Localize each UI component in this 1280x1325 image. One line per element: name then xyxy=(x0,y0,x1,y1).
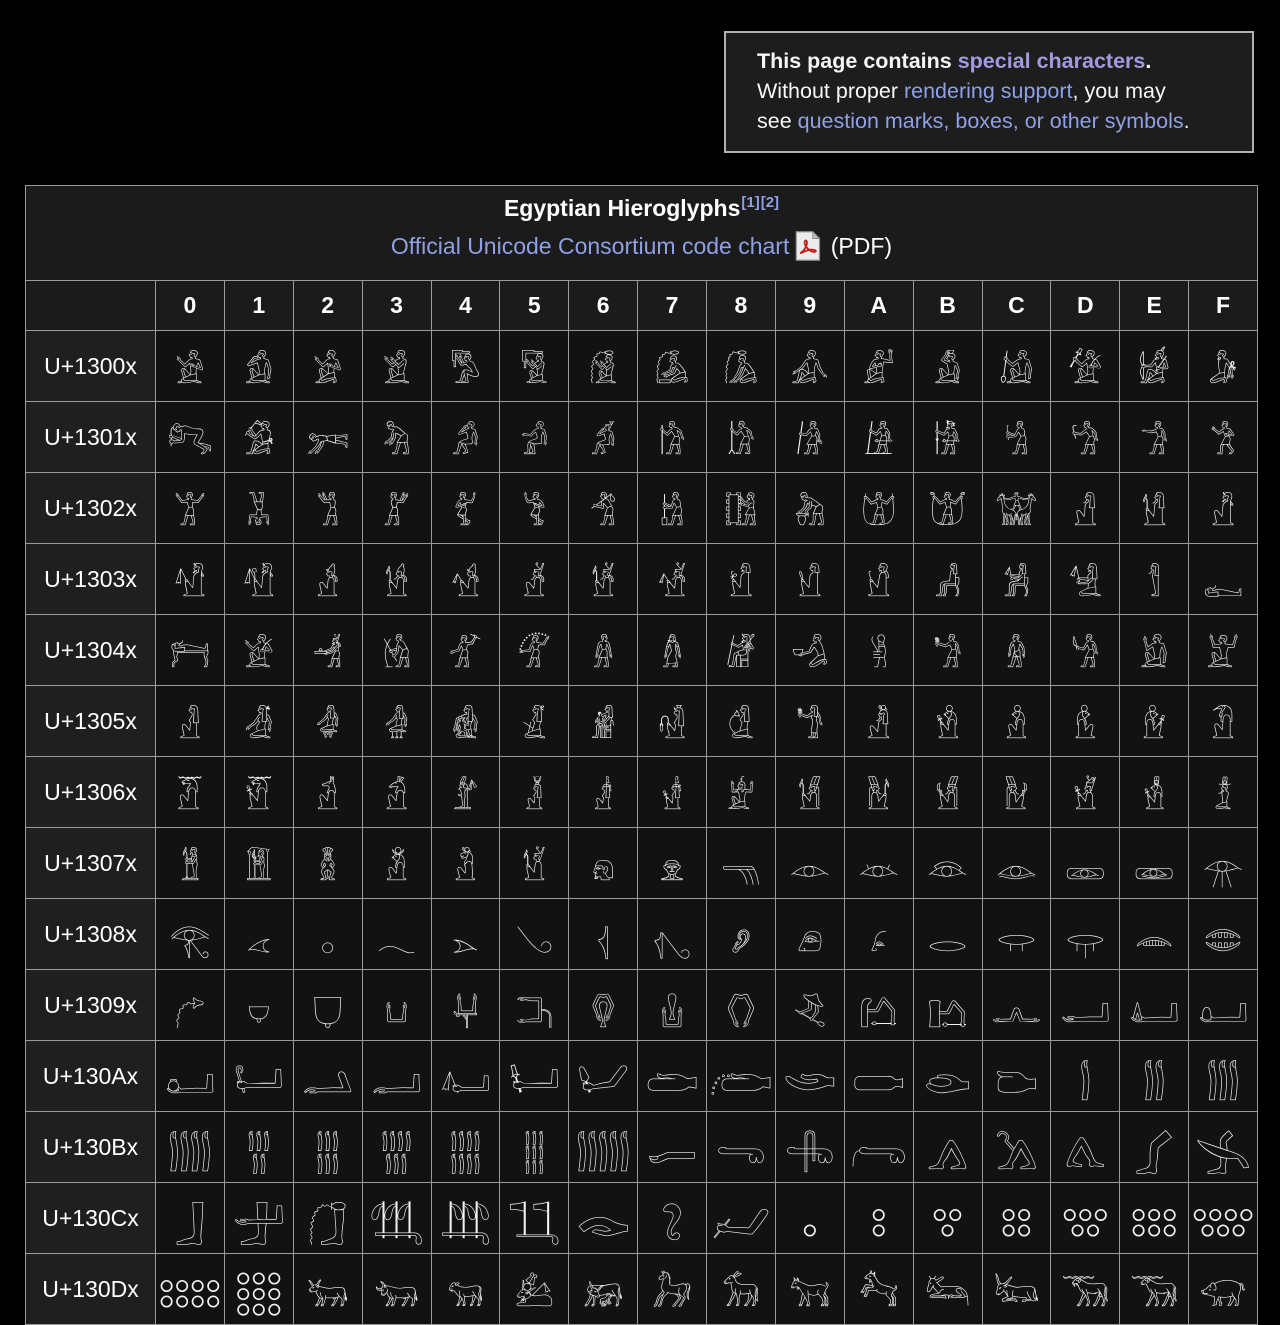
glyph-cell: 𓁭 xyxy=(1051,757,1120,828)
glyph-cell: 𓁿 xyxy=(1189,828,1258,899)
column-header: D xyxy=(1051,281,1120,331)
glyph-cell: 𓁄 xyxy=(431,615,500,686)
glyph-cell: 𓃗 xyxy=(638,1254,707,1325)
glyph-cell: 𓁗 xyxy=(638,686,707,757)
glyph-cell: 𓂌 xyxy=(982,899,1051,970)
glyph-cell: 𓀏 xyxy=(1189,331,1258,402)
glyph-cell: 𓀴 xyxy=(431,544,500,615)
glyph-cell: 𓀔 xyxy=(431,402,500,473)
glyph-cell: 𓂈 xyxy=(707,899,776,970)
glyph-cell: 𓁬 xyxy=(982,757,1051,828)
glyph-cell: 𓀯 xyxy=(1189,473,1258,544)
glyph-cell: 𓀻 xyxy=(913,544,982,615)
glyph-cell: 𓁈 xyxy=(707,615,776,686)
glyph-cell: 𓁚 xyxy=(844,686,913,757)
column-header: E xyxy=(1120,281,1189,331)
glyph-cell: 𓁱 xyxy=(224,828,293,899)
glyph-cell: 𓂨 xyxy=(707,1041,776,1112)
glyph-cell: 𓂙 xyxy=(775,970,844,1041)
glyph-cell: 𓁎 xyxy=(1120,615,1189,686)
glyph-cell: 𓂁 xyxy=(224,899,293,970)
glyph-cell: 𓁨 xyxy=(707,757,776,828)
glyph-cell: 𓂫 xyxy=(913,1041,982,1112)
glyph-cell: 𓂭 xyxy=(1051,1041,1120,1112)
glyph-cell: 𓂔 xyxy=(431,970,500,1041)
glyph-cell: 𓀚 xyxy=(844,402,913,473)
glyph-cell: 𓂼 xyxy=(982,1112,1051,1183)
glyph-cell: 𓃏 xyxy=(1189,1183,1258,1254)
glyph-cell: 𓁘 xyxy=(707,686,776,757)
glyph-cell: 𓀇 xyxy=(638,331,707,402)
glyph-cell: 𓀬 xyxy=(982,473,1051,544)
footnote-2-link[interactable]: [2] xyxy=(760,194,780,212)
glyph-cell: 𓂟 xyxy=(1189,970,1258,1041)
glyph-cell: 𓂵 xyxy=(500,1112,569,1183)
footnote-1-link[interactable]: [1] xyxy=(741,194,760,212)
glyph-cell: 𓀝 xyxy=(1051,402,1120,473)
glyph-cell: 𓁻 xyxy=(913,828,982,899)
glyph-cell: 𓃖 xyxy=(569,1254,638,1325)
glyph-cell: 𓁜 xyxy=(982,686,1051,757)
glyph-cell: 𓀌 xyxy=(982,331,1051,402)
row-header: U+130Dx xyxy=(26,1254,156,1325)
glyph-cell: 𓀁 xyxy=(224,331,293,402)
glyph-cell: 𓀨 xyxy=(707,473,776,544)
glyph-cell: 𓂹 xyxy=(775,1112,844,1183)
glyph-cell: 𓂏 xyxy=(1189,899,1258,970)
glyph-cell: 𓁫 xyxy=(913,757,982,828)
glyph-cell: 𓃆 xyxy=(569,1183,638,1254)
glyph-cell: 𓀼 xyxy=(982,544,1051,615)
glyph-cell: 𓂎 xyxy=(1120,899,1189,970)
row-header: U+130Bx xyxy=(26,1112,156,1183)
notice-text-3: , you may xyxy=(1072,79,1166,103)
glyph-cell: 𓁂 xyxy=(293,615,362,686)
glyph-cell: 𓃊 xyxy=(844,1183,913,1254)
glyph-cell: 𓂗 xyxy=(638,970,707,1041)
glyph-cell: 𓂣 xyxy=(362,1041,431,1112)
glyph-cell: 𓀪 xyxy=(844,473,913,544)
glyph-cell: 𓂤 xyxy=(431,1041,500,1112)
pdf-icon[interactable] xyxy=(794,231,821,267)
notice-text-4: see xyxy=(757,109,798,133)
glyph-cell: 𓁕 xyxy=(500,686,569,757)
glyph-cell: 𓀆 xyxy=(569,331,638,402)
glyph-cell: 𓁐 xyxy=(156,686,225,757)
glyph-cell: 𓀷 xyxy=(638,544,707,615)
glyph-cell: 𓁣 xyxy=(362,757,431,828)
glyph-cell: 𓂀 xyxy=(156,899,225,970)
glyph-cell: 𓁯 xyxy=(1189,757,1258,828)
glyph-cell: 𓂯 xyxy=(1189,1041,1258,1112)
glyph-cell: 𓁾 xyxy=(1120,828,1189,899)
chart-row xyxy=(26,331,1258,402)
glyph-cell: 𓂸 xyxy=(707,1112,776,1183)
glyph-cell: 𓃋 xyxy=(913,1183,982,1254)
glyph-cell: 𓁦 xyxy=(569,757,638,828)
unicode-chart-table xyxy=(25,185,1258,1325)
corner-cell xyxy=(26,281,156,331)
glyph-cell: 𓀞 xyxy=(1120,402,1189,473)
glyph-cell: 𓁳 xyxy=(362,828,431,899)
chart-row xyxy=(26,544,1258,615)
glyph-cell: 𓀢 xyxy=(293,473,362,544)
chart-row xyxy=(26,1183,1258,1254)
chart-row xyxy=(26,1112,1258,1183)
glyph-cell: 𓁃 xyxy=(362,615,431,686)
special-characters-notice xyxy=(724,31,1254,153)
glyph-cell: 𓁙 xyxy=(775,686,844,757)
chart-title: Egyptian Hieroglyphs xyxy=(503,195,741,221)
chart-row xyxy=(26,615,1258,686)
glyph-cell: 𓂮 xyxy=(1120,1041,1189,1112)
glyph-cell: 𓀃 xyxy=(362,331,431,402)
glyph-cell: 𓁮 xyxy=(1120,757,1189,828)
glyph-cell: 𓂷 xyxy=(638,1112,707,1183)
glyph-cell: 𓁛 xyxy=(913,686,982,757)
column-header: 5 xyxy=(500,281,569,331)
glyph-cell: 𓃘 xyxy=(707,1254,776,1325)
row-header: U+1309x xyxy=(26,970,156,1041)
glyph-cell: 𓂅 xyxy=(500,899,569,970)
glyph-cell: 𓁌 xyxy=(982,615,1051,686)
glyph-cell: 𓂽 xyxy=(1051,1112,1120,1183)
glyph-cell: 𓀣 xyxy=(362,473,431,544)
column-header: A xyxy=(844,281,913,331)
glyph-cell: 𓀳 xyxy=(362,544,431,615)
glyph-cell: 𓂩 xyxy=(775,1041,844,1112)
glyph-cell: 𓀈 xyxy=(707,331,776,402)
glyph-cell: 𓂖 xyxy=(569,970,638,1041)
column-header: 9 xyxy=(775,281,844,331)
chart-title-cell xyxy=(26,186,1258,281)
glyph-cell: 𓀜 xyxy=(982,402,1051,473)
glyph-cell: 𓁷 xyxy=(638,828,707,899)
row-header: U+1306x xyxy=(26,757,156,828)
chart-row xyxy=(26,899,1258,970)
column-header: 7 xyxy=(638,281,707,331)
row-header: U+1305x xyxy=(26,686,156,757)
glyph-cell: 𓀍 xyxy=(1051,331,1120,402)
glyph-cell: 𓂆 xyxy=(569,899,638,970)
glyph-cell: 𓀐 xyxy=(156,402,225,473)
glyph-cell: 𓀫 xyxy=(913,473,982,544)
glyph-cell: 𓂪 xyxy=(844,1041,913,1112)
glyph-cell: 𓀓 xyxy=(362,402,431,473)
row-header: U+130Ax xyxy=(26,1041,156,1112)
glyph-cell: 𓃞 xyxy=(1120,1254,1189,1325)
glyph-cell: 𓀮 xyxy=(1120,473,1189,544)
glyph-cell: 𓁓 xyxy=(362,686,431,757)
glyph-cell: 𓃓 xyxy=(362,1254,431,1325)
glyph-cell: 𓁺 xyxy=(844,828,913,899)
glyph-cell: 𓂕 xyxy=(500,970,569,1041)
column-header: 1 xyxy=(224,281,293,331)
glyph-cell: 𓃛 xyxy=(913,1254,982,1325)
glyph-cell: 𓃂 xyxy=(293,1183,362,1254)
glyph-cell: 𓀛 xyxy=(913,402,982,473)
glyph-cell: 𓂡 xyxy=(224,1041,293,1112)
glyph-cell: 𓂂 xyxy=(293,899,362,970)
glyph-cell: 𓁋 xyxy=(913,615,982,686)
glyph-cell: 𓃒 xyxy=(293,1254,362,1325)
glyph-cell: 𓀭 xyxy=(1051,473,1120,544)
glyph-cell: 𓁀 xyxy=(156,615,225,686)
glyph-cell: 𓂃 xyxy=(362,899,431,970)
column-header: C xyxy=(982,281,1051,331)
glyph-cell: 𓀾 xyxy=(1120,544,1189,615)
glyph-cell: 𓀕 xyxy=(500,402,569,473)
glyph-cell: 𓁅 xyxy=(500,615,569,686)
glyph-cell: 𓁟 xyxy=(1189,686,1258,757)
row-header: U+130Cx xyxy=(26,1183,156,1254)
pdf-label: (PDF) xyxy=(824,233,893,259)
glyph-cell: 𓂰 xyxy=(156,1112,225,1183)
glyph-cell: 𓁆 xyxy=(569,615,638,686)
glyph-cell: 𓀑 xyxy=(224,402,293,473)
glyph-cell: 𓀩 xyxy=(775,473,844,544)
column-header: 6 xyxy=(569,281,638,331)
column-header: 8 xyxy=(707,281,776,331)
glyph-cell: 𓁠 xyxy=(156,757,225,828)
glyph-cell: 𓁶 xyxy=(569,828,638,899)
code-chart-link[interactable]: Official Unicode Consortium code chart xyxy=(390,233,790,259)
glyph-cell: 𓀱 xyxy=(224,544,293,615)
glyph-cell: 𓁹 xyxy=(775,828,844,899)
column-header: 4 xyxy=(431,281,500,331)
glyph-cell: 𓁁 xyxy=(224,615,293,686)
glyph-cell: 𓂝 xyxy=(1051,970,1120,1041)
glyph-cell: 𓂐 xyxy=(156,970,225,1041)
row-header: U+1307x xyxy=(26,828,156,899)
glyph-cell: 𓁉 xyxy=(775,615,844,686)
glyph-cell: 𓀎 xyxy=(1120,331,1189,402)
glyph-cell: 𓀸 xyxy=(707,544,776,615)
chart-row xyxy=(26,1041,1258,1112)
glyph-cell: 𓃜 xyxy=(982,1254,1051,1325)
glyph-cell: 𓂦 xyxy=(569,1041,638,1112)
glyph-cell: 𓀂 xyxy=(293,331,362,402)
glyph-cell: 𓂘 xyxy=(707,970,776,1041)
row-header: U+1300x xyxy=(26,331,156,402)
glyph-cell: 𓂠 xyxy=(156,1041,225,1112)
glyph-cell: 𓁔 xyxy=(431,686,500,757)
special-characters-link[interactable]: special characters xyxy=(957,49,1146,73)
glyph-cell: 𓁵 xyxy=(500,828,569,899)
glyph-cell: 𓁧 xyxy=(638,757,707,828)
glyph-cell: 𓂍 xyxy=(1051,899,1120,970)
column-header: 0 xyxy=(156,281,225,331)
glyph-cell: 𓂲 xyxy=(293,1112,362,1183)
row-header: U+1302x xyxy=(26,473,156,544)
glyph-cell: 𓃔 xyxy=(431,1254,500,1325)
glyph-cell: 𓁊 xyxy=(844,615,913,686)
glyph-cell: 𓃌 xyxy=(982,1183,1051,1254)
glyph-cell: 𓀒 xyxy=(293,402,362,473)
glyph-cell: 𓃎 xyxy=(1120,1183,1189,1254)
glyph-cell: 𓂚 xyxy=(844,970,913,1041)
glyph-cell: 𓁖 xyxy=(569,686,638,757)
glyph-cell: 𓁽 xyxy=(1051,828,1120,899)
chart-title-line xyxy=(26,195,1257,222)
glyph-cell: 𓀥 xyxy=(500,473,569,544)
glyph-cell: 𓃇 xyxy=(638,1183,707,1254)
glyph-cell: 𓀄 xyxy=(431,331,500,402)
glyph-cell: 𓂑 xyxy=(224,970,293,1041)
glyph-cell: 𓁤 xyxy=(431,757,500,828)
chart-subtitle-line xyxy=(26,231,1257,267)
chart-row xyxy=(26,828,1258,899)
glyph-cell: 𓃙 xyxy=(775,1254,844,1325)
glyph-cell: 𓀡 xyxy=(224,473,293,544)
notice-period-1: . xyxy=(1145,49,1152,73)
glyph-cell: 𓃄 xyxy=(431,1183,500,1254)
glyph-cell: 𓀲 xyxy=(293,544,362,615)
column-header: B xyxy=(913,281,982,331)
glyph-cell: 𓀶 xyxy=(569,544,638,615)
glyph-cell: 𓃀 xyxy=(156,1183,225,1254)
glyph-cell: 𓃐 xyxy=(156,1254,225,1325)
glyph-cell: 𓁪 xyxy=(844,757,913,828)
notice-period-2: . xyxy=(1183,109,1190,133)
glyph-cell: 𓂶 xyxy=(569,1112,638,1183)
chart-row xyxy=(26,970,1258,1041)
glyph-cell: 𓁥 xyxy=(500,757,569,828)
glyph-cell: 𓂴 xyxy=(431,1112,500,1183)
chart-row xyxy=(26,686,1258,757)
glyph-cell: 𓀹 xyxy=(775,544,844,615)
glyph-cell: 𓀺 xyxy=(844,544,913,615)
glyph-cell: 𓁼 xyxy=(982,828,1051,899)
glyph-cell: 𓂛 xyxy=(913,970,982,1041)
glyph-cell: 𓃉 xyxy=(775,1183,844,1254)
glyph-cell: 𓀦 xyxy=(569,473,638,544)
glyph-cell: 𓀰 xyxy=(156,544,225,615)
question-marks-boxes-link[interactable]: question marks, boxes, or other symbols xyxy=(797,109,1184,133)
glyph-cell: 𓀋 xyxy=(913,331,982,402)
glyph-cell: 𓁰 xyxy=(156,828,225,899)
glyph-cell: 𓃟 xyxy=(1189,1254,1258,1325)
glyph-cell: 𓂉 xyxy=(775,899,844,970)
glyph-cell: 𓁲 xyxy=(293,828,362,899)
glyph-cell: 𓁒 xyxy=(293,686,362,757)
glyph-cell: 𓀙 xyxy=(775,402,844,473)
glyph-cell: 𓃍 xyxy=(1051,1183,1120,1254)
glyph-cell: 𓁝 xyxy=(1051,686,1120,757)
glyph-cell: 𓃅 xyxy=(500,1183,569,1254)
glyph-cell: 𓂜 xyxy=(982,970,1051,1041)
glyph-cell: 𓂱 xyxy=(224,1112,293,1183)
chart-row xyxy=(26,473,1258,544)
chart-row xyxy=(26,402,1258,473)
glyph-cell: 𓂋 xyxy=(913,899,982,970)
row-header: U+1304x xyxy=(26,615,156,686)
glyph-cell: 𓀿 xyxy=(1189,544,1258,615)
glyph-cell: 𓂊 xyxy=(844,899,913,970)
glyph-cell: 𓀖 xyxy=(569,402,638,473)
glyph-cell: 𓀘 xyxy=(707,402,776,473)
glyph-cell: 𓃈 xyxy=(707,1183,776,1254)
glyph-cell: 𓀗 xyxy=(638,402,707,473)
glyph-cell: 𓂾 xyxy=(1120,1112,1189,1183)
glyph-cell: 𓂞 xyxy=(1120,970,1189,1041)
glyph-cell: 𓃚 xyxy=(844,1254,913,1325)
glyph-cell: 𓀀 xyxy=(156,331,225,402)
column-header: 2 xyxy=(293,281,362,331)
chart-row xyxy=(26,757,1258,828)
glyph-cell: 𓀤 xyxy=(431,473,500,544)
column-header: 3 xyxy=(362,281,431,331)
glyph-cell: 𓀽 xyxy=(1051,544,1120,615)
glyph-cell: 𓁩 xyxy=(775,757,844,828)
glyph-cell: 𓂒 xyxy=(293,970,362,1041)
glyph-cell: 𓂧 xyxy=(638,1041,707,1112)
glyph-cell: 𓂺 xyxy=(844,1112,913,1183)
column-header: F xyxy=(1189,281,1258,331)
rendering-support-link[interactable]: rendering support xyxy=(903,79,1073,103)
glyph-cell: 𓂬 xyxy=(982,1041,1051,1112)
glyph-cell: 𓁢 xyxy=(293,757,362,828)
glyph-cell: 𓃝 xyxy=(1051,1254,1120,1325)
notice-text-1: This page contains xyxy=(757,49,958,73)
glyph-cell: 𓂳 xyxy=(362,1112,431,1183)
glyph-cell: 𓀅 xyxy=(500,331,569,402)
glyph-cell: 𓂥 xyxy=(500,1041,569,1112)
glyph-cell: 𓂄 xyxy=(431,899,500,970)
glyph-cell: 𓂻 xyxy=(913,1112,982,1183)
chart-title-row xyxy=(26,186,1258,281)
glyph-cell: 𓁏 xyxy=(1189,615,1258,686)
glyph-cell: 𓂢 xyxy=(293,1041,362,1112)
glyph-cell: 𓀧 xyxy=(638,473,707,544)
row-header: U+1301x xyxy=(26,402,156,473)
glyph-cell: 𓁡 xyxy=(224,757,293,828)
glyph-cell: 𓀉 xyxy=(775,331,844,402)
glyph-cell: 𓃕 xyxy=(500,1254,569,1325)
row-header: U+1303x xyxy=(26,544,156,615)
glyph-cell: 𓁇 xyxy=(638,615,707,686)
chart-row xyxy=(26,1254,1258,1325)
column-header-row xyxy=(26,281,1258,331)
glyph-cell: 𓃁 xyxy=(224,1183,293,1254)
notice-text-2: Without proper xyxy=(757,79,904,103)
glyph-cell: 𓀊 xyxy=(844,331,913,402)
row-header: U+1308x xyxy=(26,899,156,970)
glyph-cell: 𓁞 xyxy=(1120,686,1189,757)
glyph-cell: 𓁴 xyxy=(431,828,500,899)
glyph-cell: 𓃑 xyxy=(224,1254,293,1325)
glyph-cell: 𓀵 xyxy=(500,544,569,615)
glyph-cell: 𓁍 xyxy=(1051,615,1120,686)
glyph-cell: 𓂓 xyxy=(362,970,431,1041)
glyph-cell: 𓀠 xyxy=(156,473,225,544)
glyph-cell: 𓂇 xyxy=(638,899,707,970)
glyph-cell: 𓁑 xyxy=(224,686,293,757)
glyph-cell: 𓂿 xyxy=(1189,1112,1258,1183)
glyph-cell: 𓃃 xyxy=(362,1183,431,1254)
glyph-cell: 𓀟 xyxy=(1189,402,1258,473)
glyph-cell: 𓁸 xyxy=(707,828,776,899)
